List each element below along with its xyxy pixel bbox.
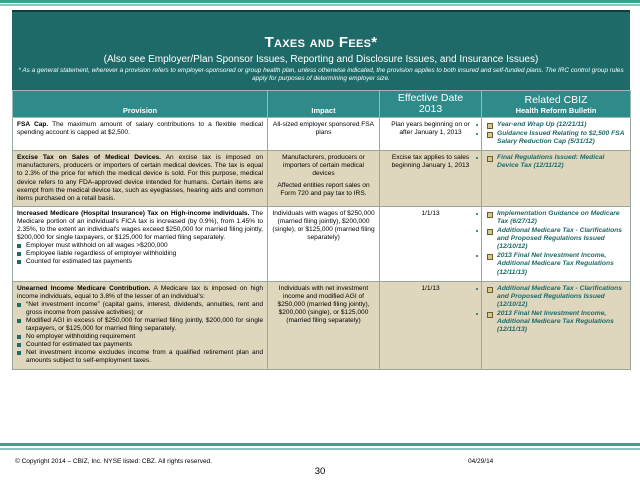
column-header-impact: Impact [268, 91, 380, 118]
provision-bullet: “Net investment income” (capital gains, interest, dividends, annuities, rent and gross income from passive activities); or [17, 301, 263, 317]
provision-bullet: No employer withholding requirement [17, 333, 263, 341]
stripe-line [0, 4, 640, 6]
related-label-line1: Related CBIZ [524, 94, 588, 106]
provision-description [17, 285, 263, 301]
related-bulletin-link[interactable]: • Final Regulations Issued: Medical Device Tax (12/11/12) [486, 154, 626, 170]
taxes-fees-table [12, 90, 631, 370]
effective-date-cell: Plan years beginning on or after January 1, 2013 [380, 118, 482, 151]
provision-cell [13, 206, 268, 281]
provision-cell [13, 281, 268, 369]
impact-paragraph: Manufacturers, producers or importers of certain medical devices [282, 154, 365, 178]
effective-date-label: Effective Date [397, 92, 464, 104]
table-header-row [13, 91, 631, 118]
provision-description [17, 210, 263, 242]
effective-date-cell: Excise tax applies to sales beginning January 1, 2013 [380, 151, 482, 207]
related-bulletin-list [486, 154, 626, 170]
related-bulletin-list [486, 285, 626, 335]
related-bulletin-cell [482, 118, 631, 151]
related-bulletin-link[interactable]: • 2013 Final Net Investment Income, Additional Medicare Tax Regulations (12/11/13) [486, 252, 626, 276]
table-row [13, 151, 631, 207]
page-number: 30 [314, 466, 326, 477]
provision-text: A Medicare tax is imposed on high income individuals, equal to 3.8% of the lesser of an individual's: [17, 284, 263, 300]
effective-date-cell: 1/1/13 [380, 206, 482, 281]
provision-bullet: Employee liable regardless of employer withholding [17, 250, 263, 258]
page-title: Taxes and Fees* [264, 34, 378, 51]
provision-text: The Medicare portion of an individual's FICA tax is increased (by 0.9%), from 1.45% to 2.35%, to the extent an individual's wages exceed $250,000 for married filing jointly, $200,000 for single taxpayers, or $125,000 for married filing separately. [17, 209, 264, 242]
table-row [13, 206, 631, 281]
table-body [13, 118, 631, 370]
provision-bullet: Counted for estimated tax payments [17, 258, 263, 266]
table-row [13, 281, 631, 369]
related-bulletin-link[interactable]: • 2013 Final Net Investment Income, Additional Medicare Tax Regulations (12/11/13) [486, 310, 626, 334]
provision-text: The maximum amount of salary contributions to a flexible medical spending account is capped at $2,500. [17, 121, 263, 137]
related-bulletin-list [486, 121, 626, 146]
related-bulletin-link[interactable]: • Implementation Guidance on Medicare Tax (6/27/12) [486, 210, 626, 226]
provision-title: FSA Cap. [17, 121, 49, 128]
provision-bullet: Counted for estimated tax payments [17, 341, 263, 349]
provision-text: An excise tax is imposed on manufacturers, producers or importers of certain medical devices. The tax is equal to 2.3% of the price for which the medical device is sold. For this purpose, medical device refers to any FDA-approved device intended for humans. Certain items are exempt from the medical device tax, such as eyeglasses, hearing aids and common items purchased on a retail basis. [17, 154, 263, 202]
stripe-line [0, 443, 640, 446]
provision-bullet: Employer must withhold on all wages >$200,000 [17, 242, 263, 250]
related-bulletin-link[interactable]: • Year-end Wrap Up (12/21/11) [486, 121, 626, 129]
impact-cell [268, 281, 380, 369]
impact-paragraph: Individuals with net investment income and modified AGI of $250,000 (married filing jointly), $200,000 (single), or $125,000 (married filing separately) [277, 284, 370, 324]
provision-title: Unearned Income Medicare Contribution. [17, 284, 151, 292]
provision-bullet-list [17, 242, 263, 266]
footer-date: 04/29/14 [468, 458, 494, 465]
provision-bullet: Net investment income excludes income from a qualified retirement plan and amounts subject to self-employment taxes. [17, 349, 263, 365]
bottom-decorative-stripe [0, 443, 640, 455]
related-label-line2: Health Reform Bulletin [515, 106, 597, 115]
related-bulletin-cell [482, 151, 631, 207]
title-banner [12, 10, 630, 90]
column-header-provision: Provision [13, 91, 268, 118]
column-header-related-bulletin [482, 91, 631, 118]
provision-title: Excise Tax on Sales of Medical Devices. [17, 154, 162, 162]
effective-year-label: 2013 [418, 103, 443, 115]
provision-bullet: Modified AGI in excess of $250,000 for married filing jointly, $200,000 for single taxpayers, or $125,000 for married filing separately. [17, 317, 263, 333]
impact-paragraph: Individuals with wages of $250,000 (married filing jointly), $200,000 (single), or $125,000 (married filing separately) [272, 209, 375, 242]
related-bulletin-link[interactable]: • Additional Medicare Tax - Clarifications and Proposed Regulations Issued (12/10/12) [486, 227, 626, 251]
effective-date-cell: 1/1/13 [380, 281, 482, 369]
related-bulletin-link[interactable]: • Guidance Issued Relating to $2,500 FSA Salary Reduction Cap (5/31/12) [486, 130, 626, 146]
provision-bullet-list [17, 301, 263, 366]
impact-paragraph: All-sized employer sponsored FSA plans [272, 121, 375, 137]
general-note: * As a general statement, wherever a provision refers to employer-sponsored or group health plan, unless otherwise indicated, the provision applies to both insured and self-funded plans. The IRC control group rules apply for purposes of determining employer size. [18, 67, 624, 83]
footer-copyright: © Copyright 2014 – CBIZ, Inc. NYSE listed: CBZ. All rights reserved. [15, 458, 212, 465]
impact-cell [268, 118, 380, 151]
impact-cell [268, 151, 380, 207]
stripe-line [0, 448, 640, 450]
provision-cell [13, 118, 268, 151]
impact-paragraph: Affected entities report sales on Form 720 and pay tax to IRS. [277, 181, 370, 197]
table-row [13, 118, 631, 151]
related-bulletin-cell [482, 206, 631, 281]
column-header-effective-date [380, 91, 482, 118]
provision-cell [13, 151, 268, 207]
impact-cell [268, 206, 380, 281]
stripe-line [0, 0, 640, 3]
provision-description [17, 121, 263, 137]
provision-description [17, 154, 263, 203]
related-bulletin-list [486, 210, 626, 277]
page-subtitle: (Also see Employer/Plan Sponsor Issues, Reporting and Disclosure Issues, and Insurance Issues) [103, 54, 539, 65]
related-bulletin-link[interactable]: • Additional Medicare Tax - Clarifications and Proposed Regulations Issued (12/10/12) [486, 285, 626, 309]
related-bulletin-cell [482, 281, 631, 369]
provision-title: Increased Medicare (Hospital Insurance) Tax on High-income individuals. [17, 209, 250, 217]
top-decorative-stripe [0, 0, 640, 8]
